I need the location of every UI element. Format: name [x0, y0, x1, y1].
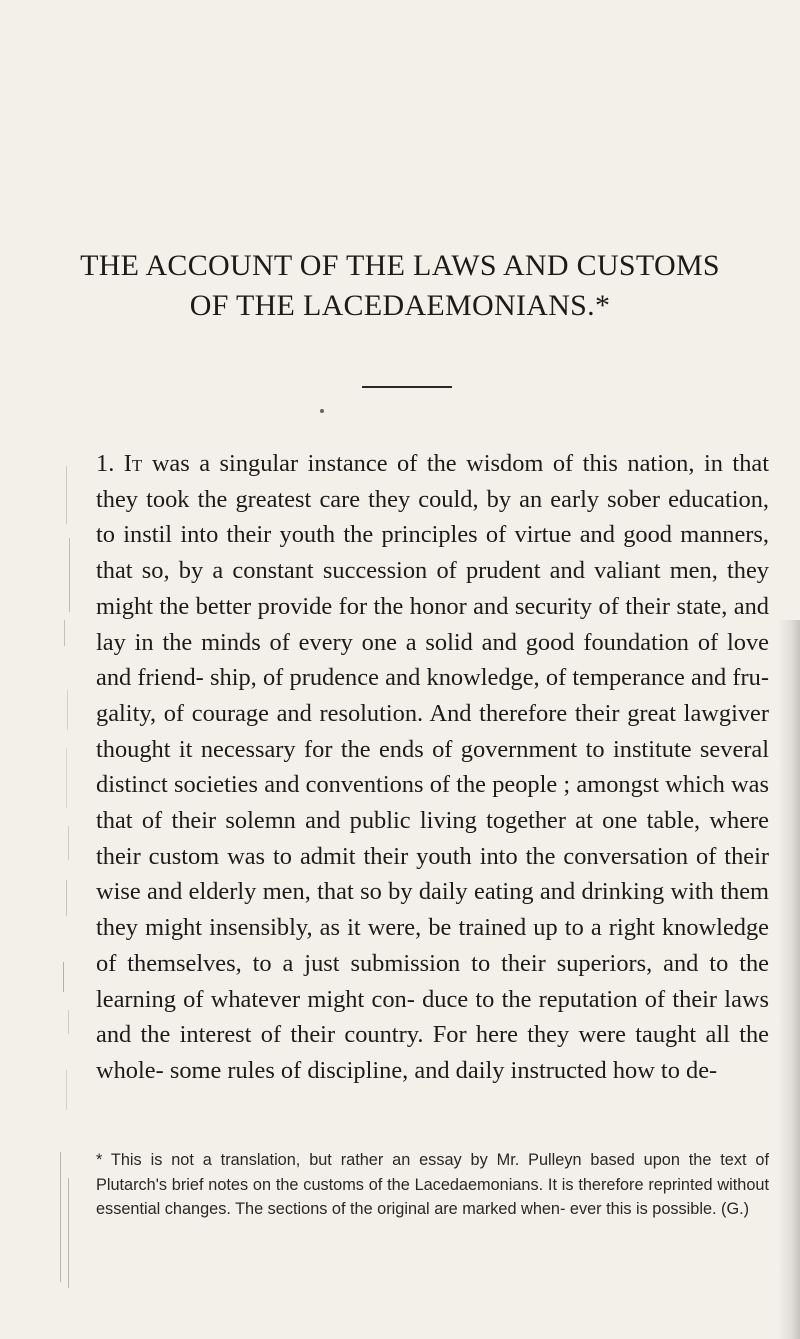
margin-mark: [66, 466, 67, 524]
page-title: [0, 246, 800, 326]
page-edge-shadow: [778, 620, 800, 1339]
margin-mark: [69, 538, 70, 612]
paragraph-lead-word: It: [123, 450, 143, 477]
footnote-text: * This is not a translation, but rather an essay by Mr. Pulleyn based upon the text of Plutarch's brief notes on the customs of the Lacedaemonians. It is therefore reprinted without essential changes. The sections of the original are marked when- ever this is possible. (G.): [96, 1151, 769, 1218]
margin-mark: [68, 1010, 69, 1034]
title-line-1: THE ACCOUNT OF THE LAWS AND CUSTOMS: [80, 249, 720, 282]
title-line-2: OF THE LACEDAEMONIANS.*: [189, 289, 611, 322]
footnote: [96, 1148, 769, 1222]
margin-mark: [66, 748, 67, 808]
margin-mark: [64, 620, 65, 646]
margin-mark: [68, 826, 69, 860]
title-divider: [362, 386, 452, 388]
margin-mark: [66, 1070, 67, 1110]
margin-mark: [60, 1152, 61, 1282]
margin-mark: [66, 880, 67, 916]
margin-mark: [67, 690, 68, 730]
paragraph-text: was a singular instance of the wisdom of this nation, in that they took the greatest care they could, by an early sober education, to instil into their youth the principles of virtue and good manners, that so, by a constant succession of prudent and valiant men, they might the better provide for the honor and security of their state, and lay in the minds of every one a solid and good foundation of love and friend- ship, of prudence and knowledge, of temperance and fru- gality, of courage and resolution. And therefore their great lawgiver thought it necessary for the ends of government to institute several distinct societies and conventions of the people ; amongst which was that of their solemn and public living together at one table, where their custom was to admit their youth into the conversation of their wise and elderly men, that so by daily eating and drinking with them they might insensibly, as it were, be trained up to a right knowledge of themselves, to a just submission to their superiors, and to the learning of whatever might con- duce to the reputation of their laws and the interest of their country. For here they were taught all the whole- some rules of discipline, and daily instructed how to de-: [96, 450, 769, 1084]
paragraph-1: [96, 446, 769, 1089]
scan-speck: [320, 409, 324, 413]
paragraph-number: 1.: [96, 450, 115, 477]
margin-mark: [68, 1178, 69, 1288]
margin-mark: [63, 962, 64, 992]
